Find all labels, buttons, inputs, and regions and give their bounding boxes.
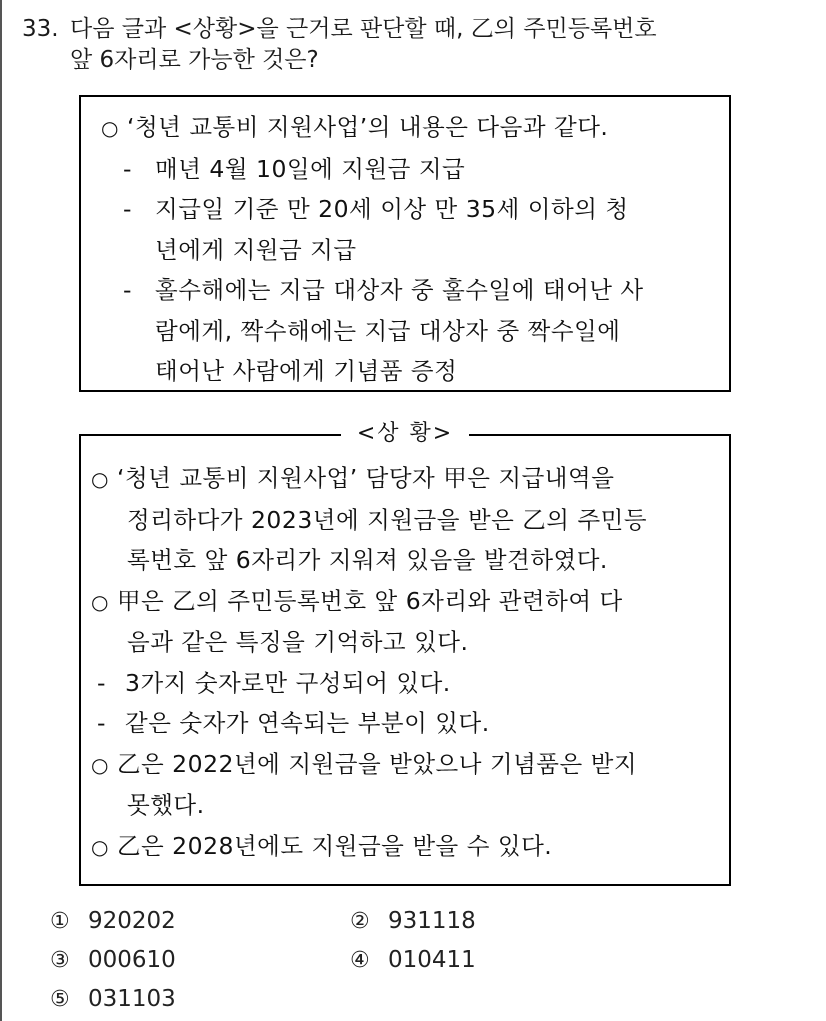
circle-bullet-icon: ○ <box>91 834 109 859</box>
passage-item-text: 매년 4월 10일에 지원금 지급 <box>155 154 466 183</box>
situation-para-1-cont: 정리하다가 2023년에 지원금을 받은 乙의 주민등 <box>127 505 648 534</box>
option-3[interactable] <box>50 941 350 980</box>
passage-item-3-cont: 람에게, 짝수해에는 지급 대상자 중 짝수일에 <box>155 316 621 345</box>
passage-item-1 <box>101 149 717 190</box>
situation-text: 3가지 숫자로만 구성되어 있다. <box>125 668 451 697</box>
situation-para-3-cont: 못했다. <box>127 791 205 819</box>
option-value: 031103 <box>88 986 176 1012</box>
situation-dash-1 <box>91 663 717 704</box>
option-4[interactable] <box>350 941 650 980</box>
passage-item-2 <box>101 189 717 230</box>
circled-3-icon: ③ <box>50 948 70 973</box>
circled-1-icon: ① <box>50 909 70 934</box>
question-text-line1: 다음 글과 <상황>을 근거로 판단할 때, 乙의 주민등록번호 <box>70 16 657 42</box>
circle-bullet-icon: ○ <box>91 467 109 491</box>
dash-marker: - <box>123 154 132 183</box>
option-value: 000610 <box>88 947 176 973</box>
situation-dash-2 <box>91 703 717 744</box>
situation-para-1-cont: 록번호 앞 6자리가 지워져 있음을 발견하였다. <box>127 546 608 574</box>
circled-4-icon: ④ <box>350 948 370 973</box>
dash-marker: - <box>97 668 106 697</box>
question-line-1 <box>22 14 782 45</box>
circle-bullet-icon: ○ <box>91 589 109 614</box>
passage-item-text: 지급일 기준 만 20세 이상 만 35세 이하의 청 <box>155 195 629 223</box>
situation-para-4 <box>91 826 717 868</box>
answer-options <box>50 902 650 1019</box>
passage-item-text: 홀수해에는 지급 대상자 중 홀수일에 태어난 사 <box>155 276 644 304</box>
situation-text: 乙은 2028년에도 지원금을 받을 수 있다. <box>117 831 553 860</box>
question-text-line2: 앞 6자리로 가능한 것은? <box>70 47 319 73</box>
situation-text: 乙은 2022년에 지원금을 받았으나 기념품은 받지 <box>117 749 638 778</box>
passage-item-3 <box>101 270 717 311</box>
situation-para-1 <box>91 458 717 500</box>
page-left-border <box>0 0 2 1021</box>
situation-para-3 <box>91 744 717 786</box>
passage-item-3-cont: 태어난 사람에게 기념품 증정 <box>155 357 458 385</box>
option-value: 010411 <box>388 947 476 973</box>
dash-marker: - <box>97 709 106 737</box>
option-value: 920202 <box>88 908 176 934</box>
passage-intro-text: ‘청년 교통비 지원사업’의 내용은 다음과 같다. <box>127 113 609 141</box>
situation-text: 같은 숫자가 연속되는 부분이 있다. <box>125 709 490 737</box>
option-value: 931118 <box>388 908 476 934</box>
option-2[interactable] <box>350 902 650 941</box>
question-stem <box>22 14 782 76</box>
situation-text: ‘청년 교통비 지원사업’ 담당자 甲은 지급내역을 <box>117 464 615 492</box>
option-5[interactable] <box>50 980 350 1019</box>
situation-para-2 <box>91 581 717 623</box>
dash-marker: - <box>123 276 132 304</box>
circled-5-icon: ⑤ <box>50 987 70 1012</box>
circled-2-icon: ② <box>350 909 370 934</box>
passage-item-2-cont: 년에게 지원금 지급 <box>155 235 357 264</box>
question-number: 33. <box>22 16 59 42</box>
situation-text: 甲은 乙의 주민등록번호 앞 6자리와 관련하여 다 <box>117 586 623 615</box>
passage-intro <box>101 107 717 149</box>
situation-title <box>81 419 729 449</box>
passage-box <box>79 95 731 392</box>
dash-marker: - <box>123 195 132 223</box>
situation-para-2-cont: 음과 같은 특징을 기억하고 있다. <box>127 628 469 656</box>
situation-title-text: <상 황> <box>341 421 469 446</box>
circle-bullet-icon: ○ <box>91 752 109 777</box>
option-1[interactable] <box>50 902 350 941</box>
situation-box <box>79 421 731 886</box>
circle-bullet-icon: ○ <box>101 116 119 140</box>
